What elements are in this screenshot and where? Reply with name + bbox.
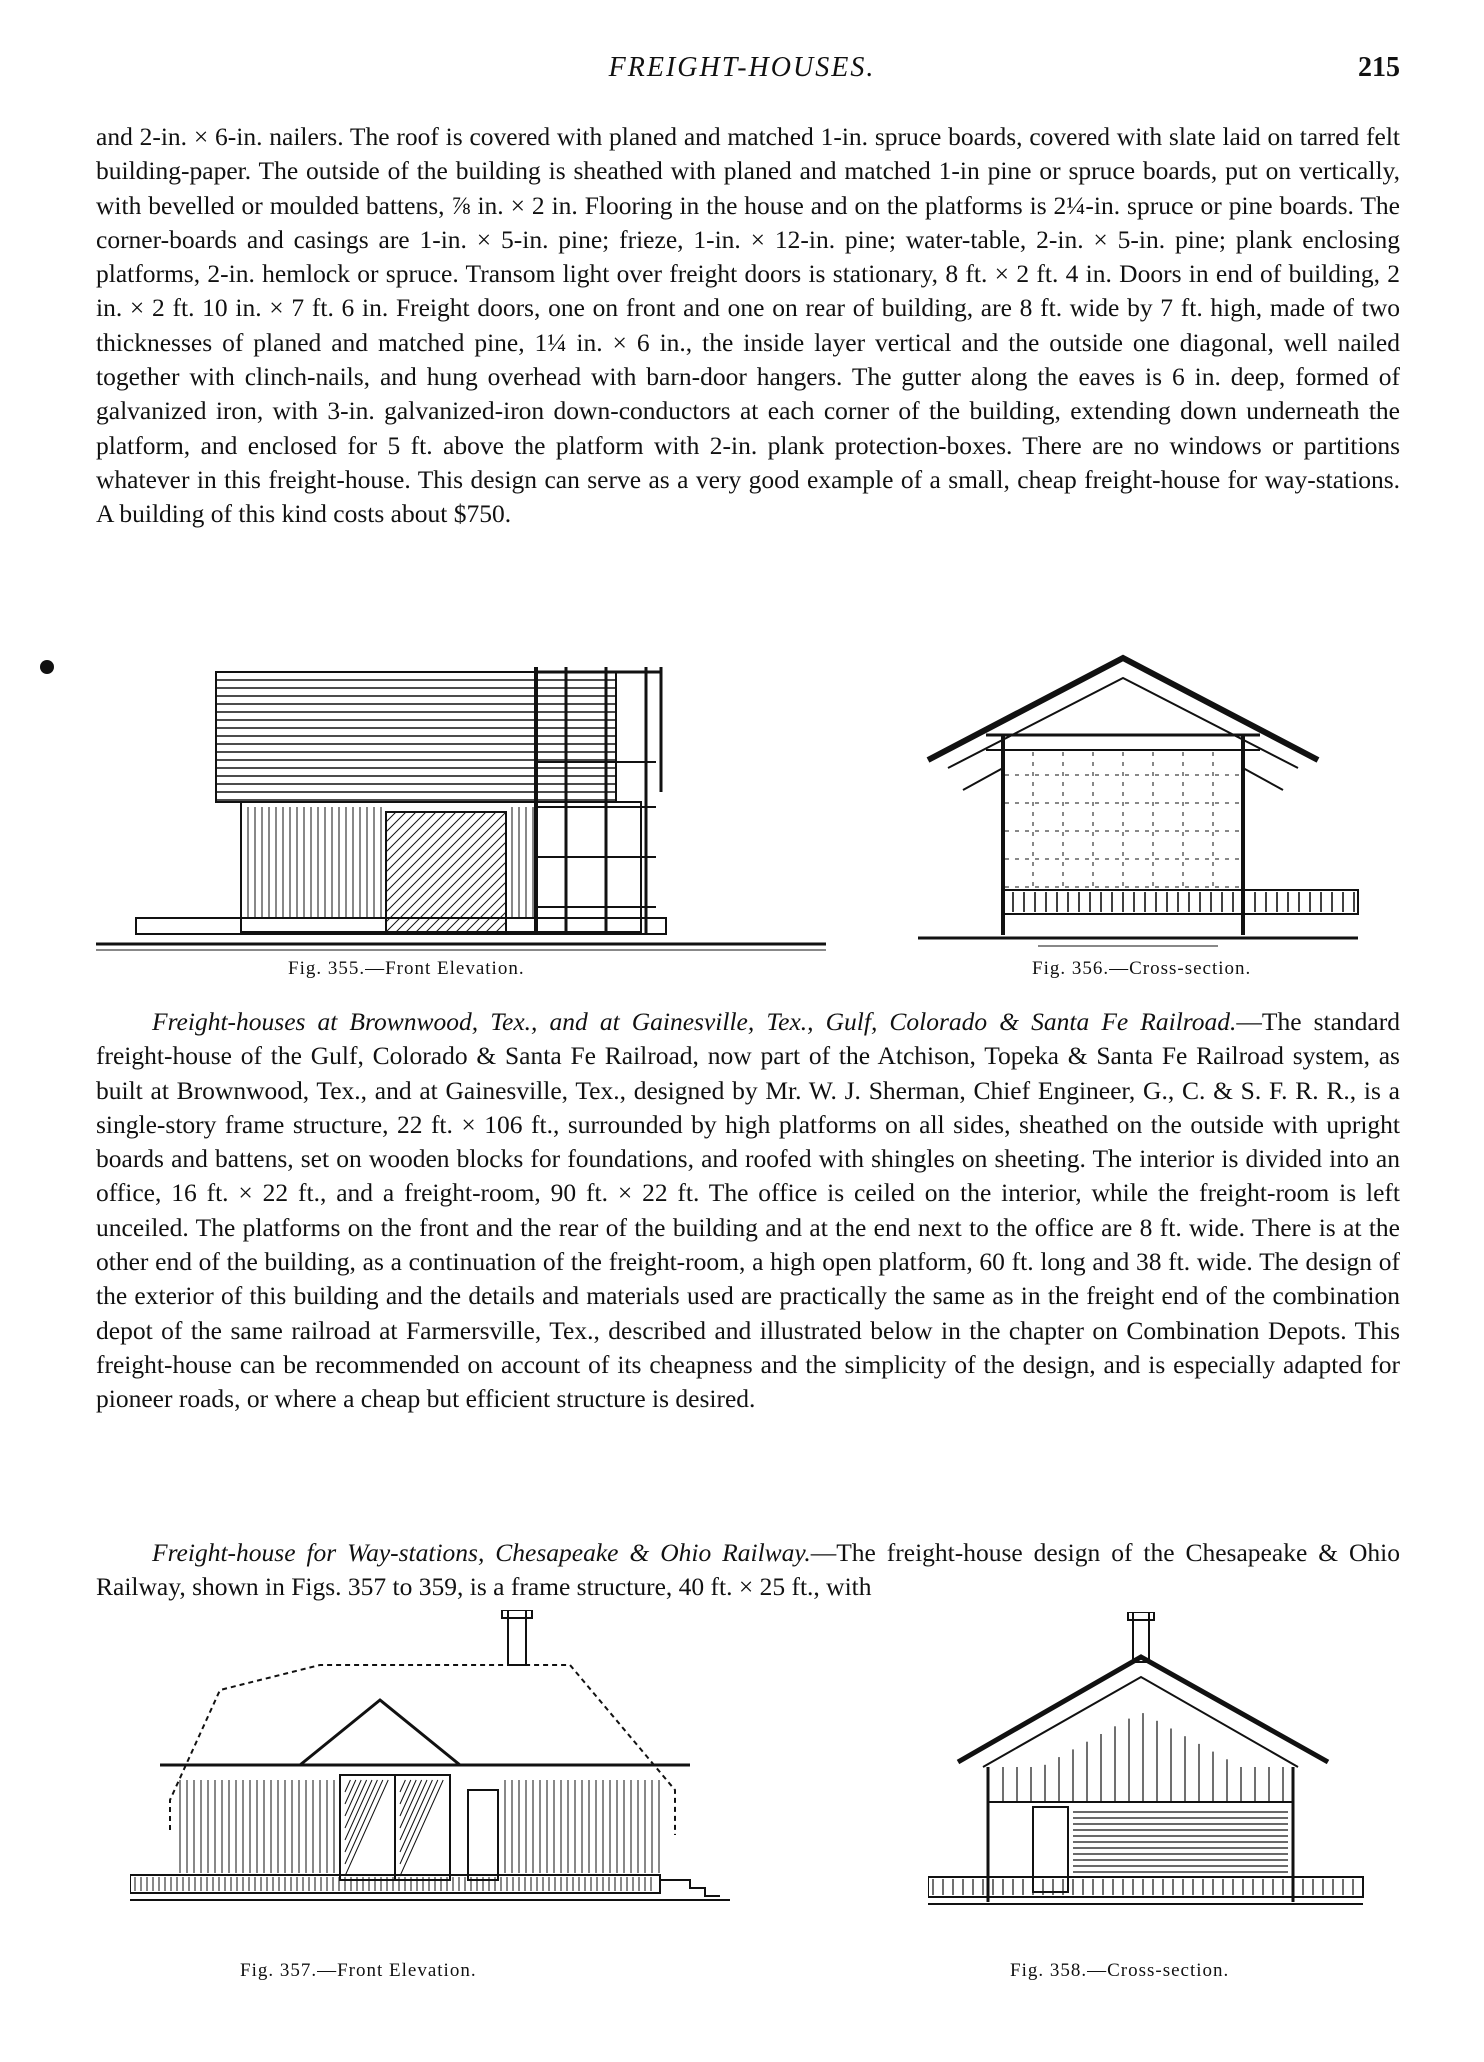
drawing-line xyxy=(400,1780,405,1792)
drawing-line xyxy=(400,1780,443,1876)
drawing-line xyxy=(400,1780,427,1840)
drawing-line xyxy=(446,872,506,932)
drawing-line xyxy=(386,812,426,852)
drawing-line xyxy=(386,812,456,882)
drawing-line xyxy=(386,812,446,872)
front-elevation-drawing-2 xyxy=(130,1610,750,1910)
drawing-line xyxy=(386,812,476,902)
drawing-line xyxy=(400,1780,411,1804)
drawing-line xyxy=(345,1780,356,1804)
fig-357-caption: Fig. 357.—Front Elevation. xyxy=(240,1960,477,1981)
paragraph-chesapeake-ohio xyxy=(96,1536,1400,1605)
drawing-line xyxy=(396,822,506,932)
fig-356-caption: Fig. 356.—Cross-section. xyxy=(1032,958,1252,979)
figure-355-front-elevation xyxy=(96,662,836,952)
drawing-line xyxy=(345,1780,372,1840)
drawing-line xyxy=(466,892,506,932)
drawing-line xyxy=(345,1780,367,1828)
drawing-line xyxy=(386,812,506,932)
drawing-line xyxy=(345,1780,350,1792)
paragraph-lead-gulf-colorado: Freight-houses at Brownwood, Tex., and at Gainesville, Tex., Gulf, Colorado & Santa Fe Railroad. xyxy=(152,1007,1237,1036)
margin-dot xyxy=(40,660,54,674)
drawing-line xyxy=(456,882,506,932)
drawing-line xyxy=(426,852,506,932)
fig-355-caption: Fig. 355.—Front Elevation. xyxy=(288,958,525,979)
paragraph-nailers-roof: and 2-in. × 6-in. nailers. The roof is covered with planed and matched 1-in. spruce boards, covered with slate laid on tarred felt building-paper. The outside of the building is sheathed with planed and matched 1-in pine or spruce boards, put on vertically, with bevelled or moulded battens, ⅞ in. × 2 in. Flooring in the house and on the platforms is 2¼-in. spruce or pine boards. The corner-boards and casings are 1-in. × 5-in. pine; frieze, 1-in. × 12-in. pine; water-table, 2-in. × 5-in. pine; plank enclosing platforms, 2-in. hemlock or spruce. Transom light over freight doors is stationary, 8 ft. × 2 ft. 4 in. Doors in end of building, 2 in. × 2 ft. 10 in. × 7 ft. 6 in. Freight doors, one on front and one on rear of building, are 8 ft. wide by 7 ft. high, made of two thicknesses of planed and matched pine, 1¼ in. × 6 in., the inside layer vertical and the outside one diagonal, well nailed together with clinch-nails, and hung overhead with barn-door hangers. The gutter along the eaves is 6 in. deep, formed of galvanized iron, with 3-in. galvanized-iron down-conductors at each corner of the building, extending down underneath the platform, and enclosed for 5 ft. above the platform with 2-in. plank protection-boxes. There are no windows or partitions whatever in this freight-house. This design can serve as a very good example of a small, cheap freight-house for way-stations. A building of this kind costs about $750. xyxy=(96,122,1400,529)
figure-357-front-elevation xyxy=(130,1610,750,1910)
page-number: 215 xyxy=(1358,52,1400,83)
cross-section-drawing-2 xyxy=(928,1612,1368,1912)
figure-356-cross-section xyxy=(918,650,1368,950)
drawing-line xyxy=(400,1780,422,1828)
figure-358-cross-section xyxy=(928,1612,1368,1912)
fig-358-caption: Fig. 358.—Cross-section. xyxy=(1010,1960,1230,1981)
drawing-line xyxy=(386,812,396,822)
drawing-line xyxy=(436,862,506,932)
drawing-line xyxy=(345,1780,388,1876)
drawing-line xyxy=(496,922,506,932)
drawing-line xyxy=(486,912,506,932)
paragraph-body-gulf-colorado: —The standard freight-house of the Gulf, Colorado & Santa Fe Railroad, now part of the Atchison, Topeka & Santa Fe Railroad system, as built at Brownwood, Tex., and at Gainesville, Tex., designed by Mr. W. J. Sherman, Chief Engineer, G., C. & S. F. R. R., is a single-story frame structure, 22 ft. × 106 ft., surrounded by high platforms on all sides, sheathed on the outside with upright boards and battens, set on wooden blocks for foundations, and roofed with shingles on sheeting. The interior is divided into an office, 16 ft. × 22 ft., and a freight-room, 90 ft. × 22 ft. The office is ceiled on the interior, while the freight-room is left unceiled. The platforms on the front and the rear of the building and at the end next to the office are 8 ft. wide. There is at the other end of the building, as a continuation of the freight-room, a high open platform, 60 ft. long and 38 ft. wide. The design of the exterior of this building and the details and materials used are practically the same as in the freight end of the combination depot of the same railroad at Farmersville, Tex., described and illustrated below in the chapter on Combination Depots. This freight-house can be recommended on account of its cheapness and the simplicity of the design, and is especially adapted for pioneer roads, or where a cheap but efficient structure is desired. xyxy=(96,1007,1400,1414)
drawing-line xyxy=(386,812,436,862)
front-elevation-drawing xyxy=(96,662,836,952)
page-header xyxy=(0,52,1484,92)
drawing-line xyxy=(386,812,496,922)
paragraph-body-chesapeake-ohio: —The freight-house design of the Chesapeake & Ohio Railway, shown in Figs. 357 to 359, is a frame structure, 40 ft. × 25 ft., with xyxy=(96,1538,1400,1602)
drawing-line xyxy=(386,812,466,892)
cross-section-drawing xyxy=(918,650,1368,950)
running-title: FREIGHT-HOUSES. xyxy=(608,52,876,83)
drawing-line xyxy=(386,812,406,832)
paragraph-lead-chesapeake-ohio: Freight-house for Way-stations, Chesapeake & Ohio Railway. xyxy=(152,1538,811,1567)
paragraph-gulf-colorado xyxy=(96,1005,1400,1417)
